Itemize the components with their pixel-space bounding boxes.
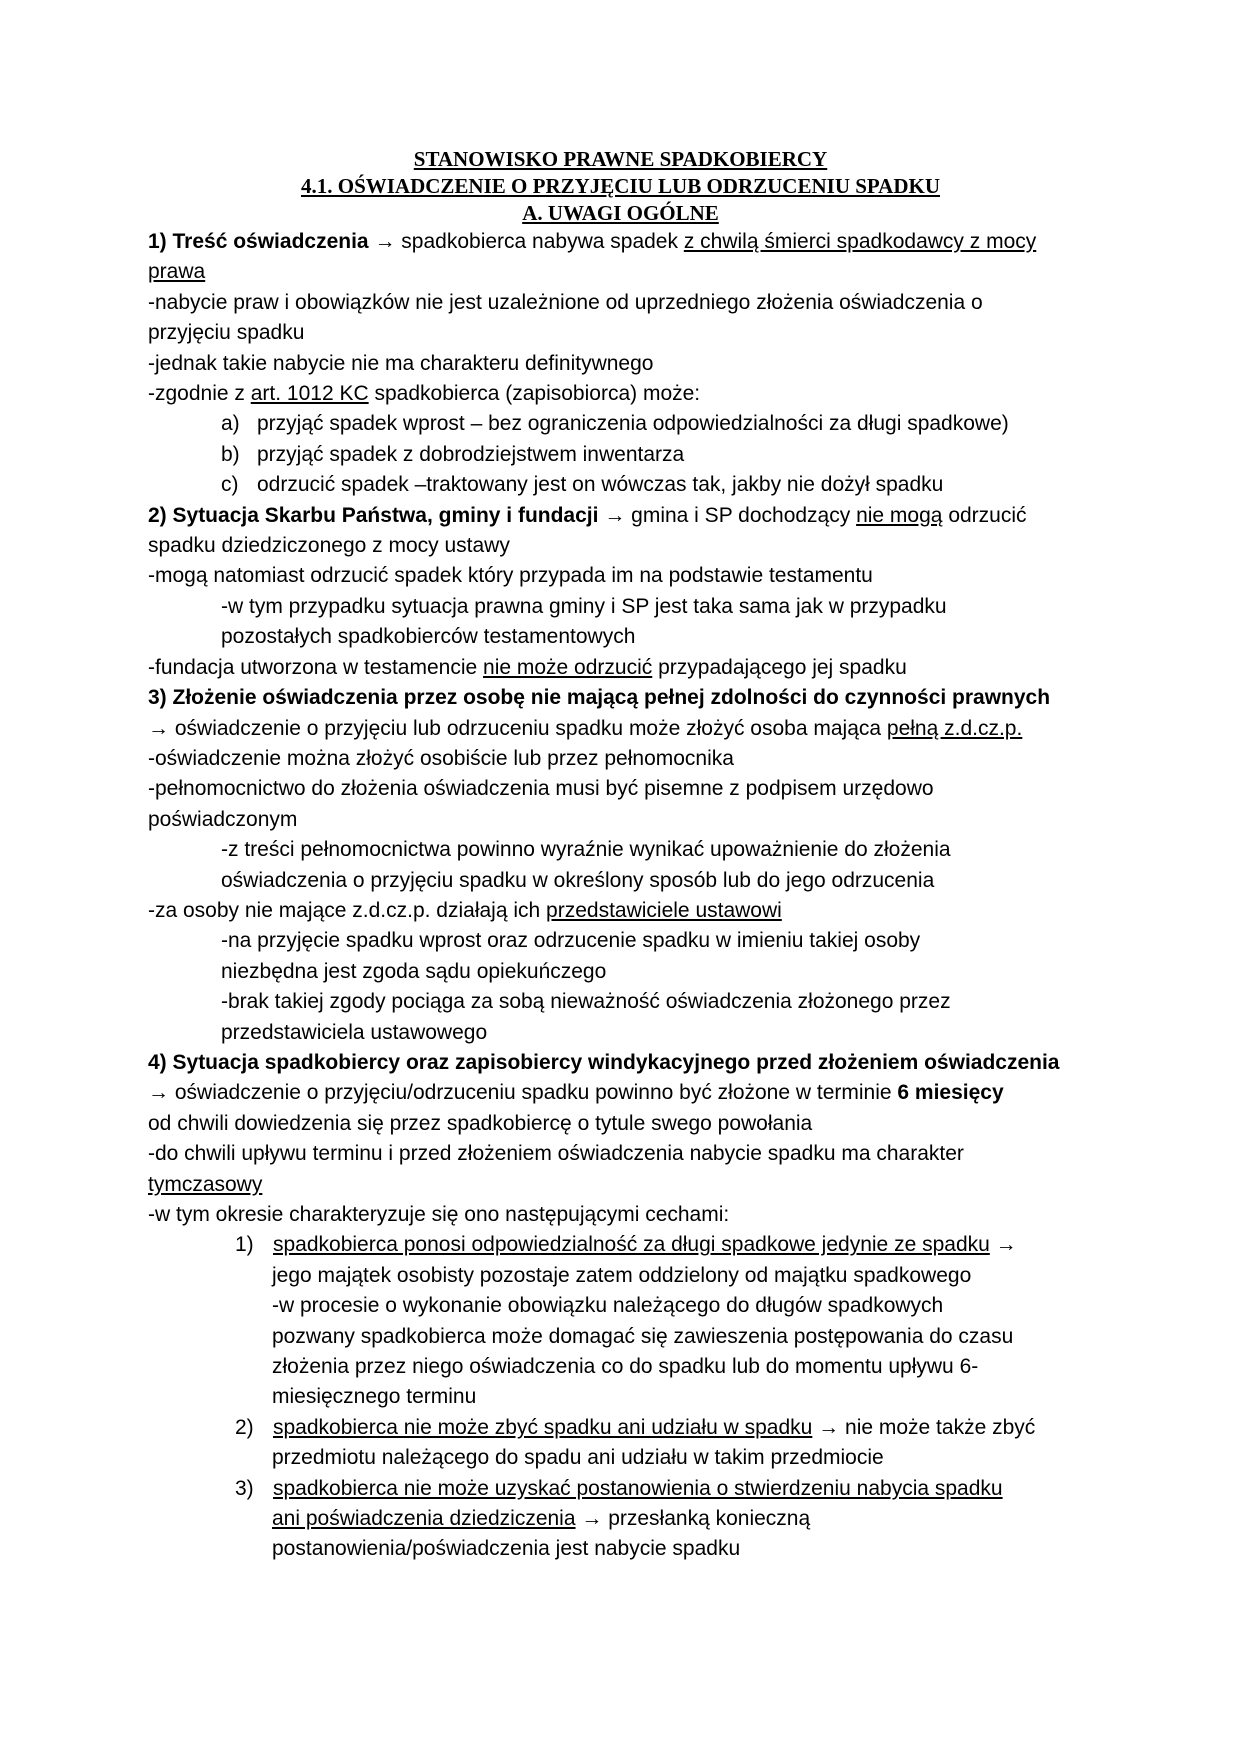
s3-heading-line [148,683,1093,713]
underlined-text: nie mogą [856,503,943,527]
text-line: jego majątek osobisty pozostaje zatem oddzielony od majątku spadkowego [272,1263,972,1287]
list-item [148,409,1093,439]
list-item [148,470,1093,500]
text: gmina i SP dochodzący [631,503,851,527]
arrow-icon: → [604,503,626,527]
text-line: -w tym okresie charakteryzuje się ono następującymi cechami: [148,1203,730,1226]
arrow-icon: → [581,1507,603,1531]
text-line: -jednak takie nabycie nie ma charakteru definitywnego [148,351,654,375]
list-marker: c) [221,473,239,497]
text-line: pozostałych spadkobierców testamentowych [221,625,636,649]
text-line: -na przyjęcie spadku wprost oraz odrzucenie spadku w imieniu takiej osoby [221,929,921,953]
document-page [148,146,1093,1565]
text: odrzucić [948,503,1027,527]
text-line: -w tym przypadku sytuacja prawna gminy i SP jest taka sama jak w przypadku [221,594,947,618]
text-line [148,896,1093,926]
text: oświadczenie o przyjęciu/odrzuceniu spadku powinno być złożone w terminie [174,1081,892,1105]
list-marker: b) [221,442,240,466]
text-line: -brak takiej zgody pociąga za sobą nieważność oświadczenia złożonego przez [221,990,951,1014]
underlined-text: spadkobierca ponosi odpowiedzialność za długi spadkowe jedynie ze spadku [273,1233,990,1257]
s4-heading: 4) Sytuacja spadkobiercy oraz zapisobiercy windykacyjnego przed złożeniem oświadczenia [148,1050,1060,1074]
text: przypadającego jej spadku [658,655,907,679]
text-line: postanowienia/poświadczenia jest nabycie spadku [272,1537,741,1561]
text-line [148,714,1093,744]
text-line: miesięcznego terminu [272,1385,477,1409]
text-line: -nabycie praw i obowiązków nie jest uzależnione od uprzedniego złożenia oświadczenia o [148,290,983,314]
list-marker: 2) [235,1415,254,1439]
underlined-text: tymczasowy [148,1172,263,1196]
text: -zgodnie z [148,382,245,406]
text-line: -mogą natomiast odrzucić spadek który przypada im na podstawie testamentu [148,564,873,588]
text-line: niezbędna jest zgoda sądu opiekuńczego [221,959,607,983]
text-line: oświadczenia o przyjęciu spadku w określony sposób lub do jego odrzucenia [221,868,935,892]
arrow-icon: → [148,716,169,740]
numbered-item [148,1413,1093,1443]
text-line: -oświadczenie można złożyć osobiście lub przez pełnomocnika [148,746,734,770]
text-line [148,1504,1093,1534]
text: oświadczenie o przyjęciu lub odrzuceniu spadku może złożyć osoba mająca [174,716,882,740]
text-line: złożenia przez niego oświadczenia co do spadku lub do momentu upływu 6- [272,1355,979,1379]
underlined-text: pełną z.d.cz.p. [886,716,1023,740]
section-title: A. UWAGI OGÓLNE [522,201,719,225]
text-line [148,1170,1093,1200]
s2-heading: 2) Sytuacja Skarbu Państwa, gminy i fundacji [148,503,599,527]
arrow-icon: → [148,1081,169,1105]
text-line [148,257,1093,287]
list-text: przyjąć spadek z dobrodziejstwem inwentarza [257,442,685,466]
text-line: pozwany spadkobierca może domagać się zawieszenia postępowania do czasu [272,1324,1014,1348]
text: -za osoby nie mające z.d.cz.p. działają ich [148,898,541,922]
text: spadkobierca nabywa spadek [401,230,678,253]
arrow-icon: → [818,1415,840,1439]
s2-heading-line [148,501,1093,531]
article-reference: art. 1012 KC [250,382,369,406]
underlined-text: spadkobierca nie może zbyć spadku ani udziału w spadku [273,1415,813,1439]
s4-heading-line [148,1048,1093,1078]
text-line: przyjęciu spadku [148,321,305,345]
s1-heading-line [148,227,1093,257]
text: przesłanką konieczną [608,1507,811,1531]
underlined-text: nie może odrzucić [483,655,653,679]
text-line: przedstawiciela ustawowego [221,1020,488,1044]
text-line: -do chwili upływu terminu i przed złożeniem oświadczenia nabycie spadku ma charakter [148,1142,964,1166]
text-line: -pełnomocnictwo do złożenia oświadczenia musi być pisemne z podpisem urzędowo [148,777,934,801]
text-line [148,1078,1093,1108]
text-line: poświadczonym [148,807,298,831]
list-text: przyjąć spadek wprost – bez ograniczenia odpowiedzialności za długi spadkowe) [257,412,1009,436]
text-line [148,653,1093,683]
text: -fundacja utworzona w testamencie [148,655,478,679]
bold-text: 6 miesięcy [897,1081,1004,1105]
text-line: -w procesie o wykonanie obowiązku należącego do długów spadkowych [272,1294,944,1318]
text-line: od chwili dowiedzenia się przez spadkobiercę o tytule swego powołania [148,1111,813,1135]
underlined-text: przedstawiciele ustawowi [546,898,782,922]
document-title: STANOWISKO PRAWNE SPADKOBIERCY [413,147,828,171]
numbered-item [148,1474,1093,1504]
s3-heading: 3) Złożenie oświadczenia przez osobę nie mającą pełnej zdolności do czynności prawnych [148,686,1051,710]
underlined-text: spadkobierca nie może uzyskać postanowienia o stwierdzeniu nabycia spadku [273,1476,1003,1500]
chapter-title: 4.1. OŚWIADCZENIE O PRZYJĘCIU LUB ODRZUCENIU SPADKU [300,174,941,198]
s1-heading: 1) Treść oświadczenia [148,230,369,253]
arrow-icon: → [995,1233,1017,1257]
text: nie może także zbyć [845,1415,1036,1439]
underlined-text: ani poświadczenia dziedziczenia [272,1507,576,1531]
underlined-text: prawa [148,260,206,284]
list-marker: 3) [235,1476,254,1500]
numbered-item [148,1230,1093,1260]
list-marker: 1) [235,1233,254,1257]
text-line: przedmiotu należącego do spadu ani udziału w takim przedmiocie [272,1446,884,1470]
list-item [148,440,1093,470]
text-line [148,379,1093,409]
list-text: odrzucić spadek –traktowany jest on wówczas tak, jakby nie dożył spadku [257,473,944,497]
text-line: spadku dziedziczonego z mocy ustawy [148,534,510,558]
underlined-text: z chwilą śmierci spadkodawcy z mocy [683,230,1037,253]
arrow-icon: → [374,230,396,253]
text: spadkobierca (zapisobiorca) może: [374,382,701,406]
list-marker: a) [221,412,240,436]
text-line: -z treści pełnomocnictwa powinno wyraźnie wynikać upoważnienie do złożenia [221,838,951,862]
